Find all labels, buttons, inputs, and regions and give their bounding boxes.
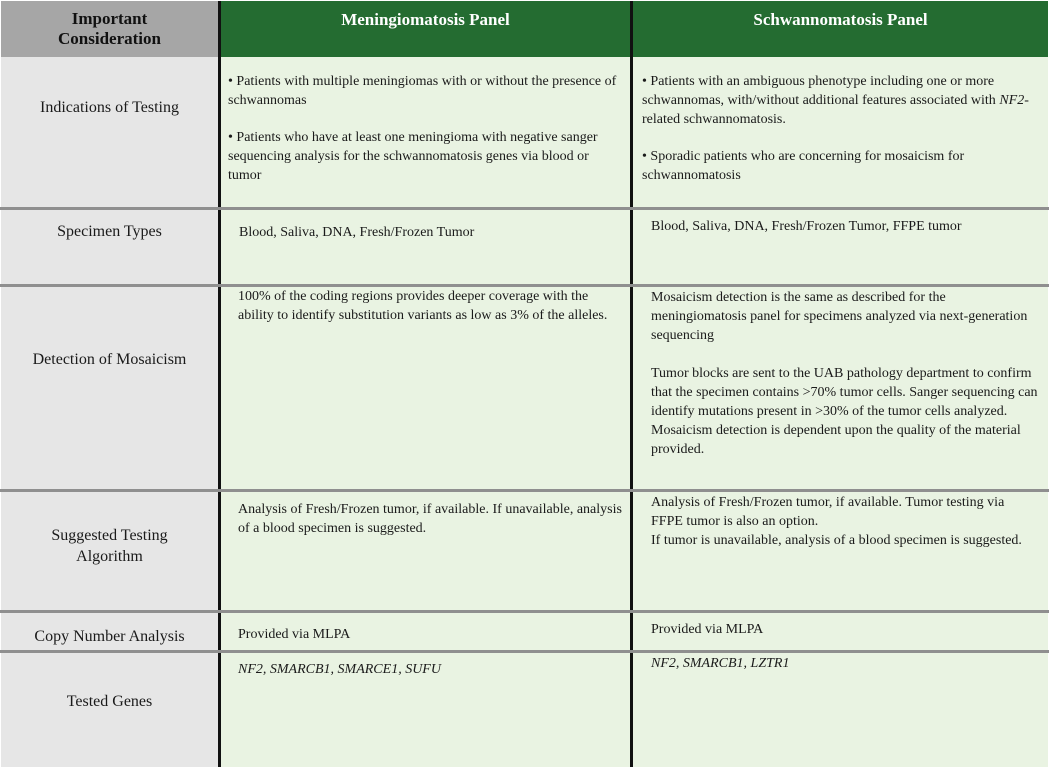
cell-indications-meningiomatosis <box>220 57 632 208</box>
algorithm-sch-text-2: If tumor is unavailable, analysis of a blood specimen is suggested. <box>651 533 1022 548</box>
row-label-genes <box>1 653 220 767</box>
cell-mosaicism-schwannomatosis <box>632 287 1048 490</box>
cell-copy-number-meningiomatosis <box>220 613 632 651</box>
header-schwannomatosis <box>632 1 1048 57</box>
mosaicism-label: Detection of Mosaicism <box>32 351 187 368</box>
specimen-label: Specimen Types <box>57 223 162 240</box>
indications-sch-bullet-2: • Sporadic patients who are concerning for mosaicism for schwannomatosis <box>642 149 965 183</box>
row-label-algorithm <box>1 492 220 611</box>
indications-label: Indications of Testing <box>39 99 179 116</box>
header-consideration <box>1 1 220 57</box>
header-consideration-text: Important Consideration <box>58 9 161 48</box>
genes-men-text: NF2, SMARCB1, SMARCE1, SUFU <box>238 662 441 677</box>
specimen-sch-text: Blood, Saliva, DNA, Fresh/Frozen Tumor, FFPE tumor <box>651 219 962 234</box>
algorithm-label: Suggested Testing Algorithm <box>51 526 168 565</box>
cell-specimen-meningiomatosis <box>220 210 632 285</box>
cell-indications-schwannomatosis <box>632 57 1048 208</box>
row-label-specimen <box>1 210 220 285</box>
row-label-mosaicism <box>1 287 220 490</box>
row-label-indications <box>1 57 220 208</box>
genes-sch-text: NF2, SMARCB1, LZTR1 <box>651 656 790 671</box>
cell-genes-schwannomatosis <box>632 653 1048 767</box>
copy-number-sch-text: Provided via MLPA <box>651 622 764 637</box>
cell-algorithm-schwannomatosis <box>632 492 1048 611</box>
algorithm-sch-text-1: Analysis of Fresh/Frozen tumor, if available. Tumor testing via FFPE tumor is also an option. <box>651 495 1005 529</box>
algorithm-men-text: Analysis of Fresh/Frozen tumor, if available. If unavailable, analysis of a blood specimen is suggested. <box>238 502 622 536</box>
indications-sch-bullet-1 <box>642 72 1032 129</box>
indications-men-bullet-1: • Patients with multiple meningiomas with or without the presence of schwannomas <box>228 74 617 108</box>
cell-mosaicism-meningiomatosis <box>220 287 632 490</box>
header-meningiomatosis <box>220 1 632 57</box>
mosaicism-sch-text-1: Mosaicism detection is the same as described for the meningiomatosis panel for specimens analyzed via next-generation sequencing <box>651 290 1028 343</box>
row-label-copy-number <box>1 613 220 651</box>
cell-specimen-schwannomatosis <box>632 210 1048 285</box>
indications-sch-bullet-1-end: -related schwannomatosis. <box>642 93 1029 127</box>
cell-genes-meningiomatosis <box>220 653 632 767</box>
copy-number-label: Copy Number Analysis <box>34 627 185 645</box>
genes-label: Tested Genes <box>66 692 153 710</box>
indications-sch-bullet-1-text: • Patients with an ambiguous phenotype including one or more schwannomas, with/without additional features associated with <box>642 74 1000 108</box>
header-meningiomatosis-text: Meningiomatosis Panel <box>341 10 510 29</box>
indications-men-bullet-2: • Patients who have at least one meningioma with negative sanger sequencing analysis for the schwannomatosis genes via blood or tumor <box>228 130 598 183</box>
indications-sch-gene: NF2 <box>999 93 1025 108</box>
mosaicism-sch-text-2: Tumor blocks are sent to the UAB pathology department to confirm that the specimen contains >70% tumor cells. Sanger sequencing can identify mutations present in >30% of the tumor cells analyzed. Mosaicism detection is dependent upon the quality of the material provided. <box>651 366 1038 457</box>
header-schwannomatosis-text: Schwannomatosis Panel <box>753 10 928 29</box>
cell-algorithm-meningiomatosis <box>220 492 632 611</box>
copy-number-men-text: Provided via MLPA <box>238 627 351 642</box>
specimen-men-text: Blood, Saliva, DNA, Fresh/Frozen Tumor <box>239 225 475 240</box>
mosaicism-men-text: 100% of the coding regions provides deeper coverage with the ability to identify substitution variants as low as 3% of the alleles. <box>238 289 608 323</box>
cell-copy-number-schwannomatosis <box>632 613 1048 651</box>
